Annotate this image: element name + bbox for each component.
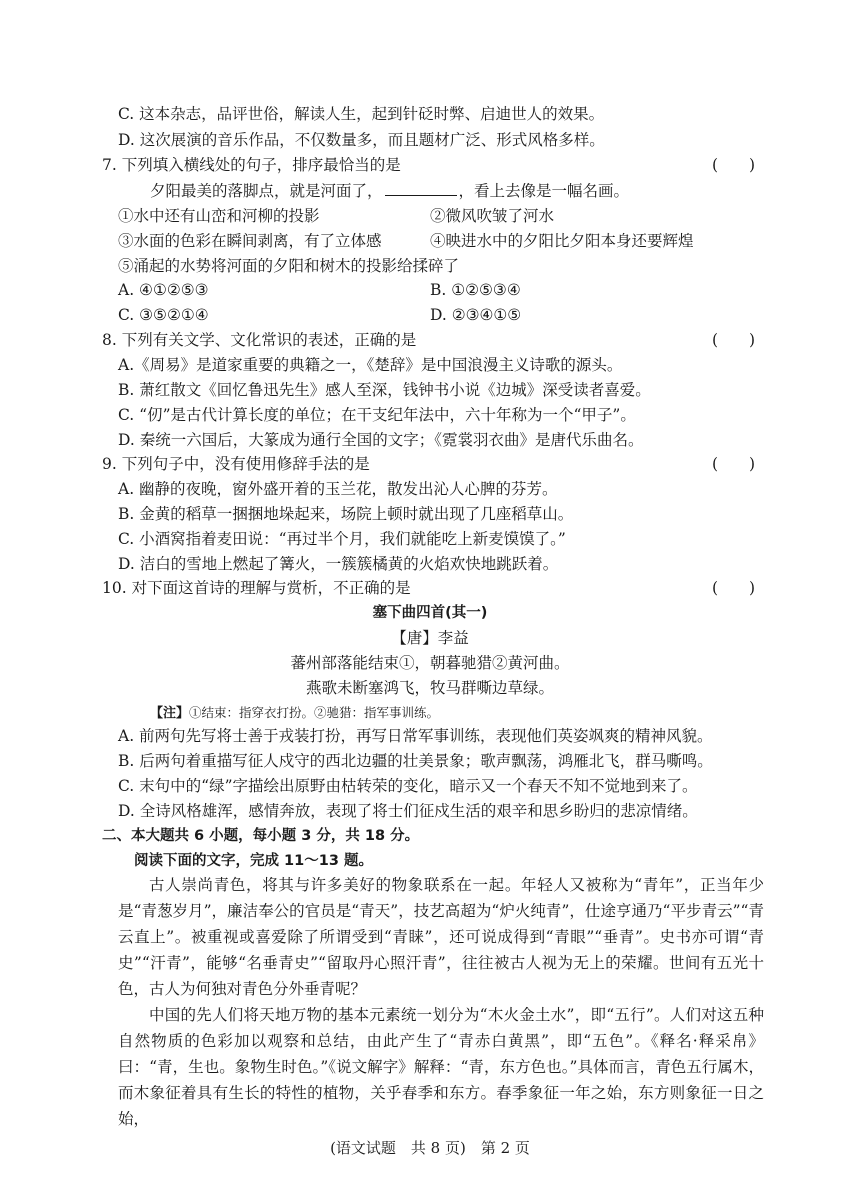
question-9-stem: 9. 下列句子中，没有使用修辞手法的是 — [102, 455, 370, 473]
q10-option-a: A. 前两句先写将士善于戎装打扮，再写日常军事训练，表现他们英姿飒爽的精神风貌。 — [118, 727, 713, 745]
answer-paren-9: ( ) — [712, 455, 756, 473]
passage-paragraph-2: 中国的先人们将天地万物的基本元素统一划分为“木火金土水”，即“五行”。人们对这五种自然物质的色彩加以观察和总结，由此产生了“青赤白黄黑”，即“五色”。《释名·释采帛》曰：“青，生也。象物生时色。”《说文解字》解释：“青，东方色也。”具体而言，青色五行属木，而木象征着具有生长的特性的植物，关乎春季和东方。春季象征一年之始，东方则象征一日之始， — [118, 1006, 764, 1128]
poem-title: 塞下曲四首(其一) — [372, 605, 488, 621]
q7-option-d: D. ②③④①⑤ — [430, 306, 522, 324]
poem-line-1: 蕃州部落能结束①，朝暮驰猎②黄河曲。 — [290, 654, 570, 672]
section-2-instruction: 阅读下面的文字，完成 11～13 题。 — [134, 853, 373, 869]
question-10-stem: 10. 对下面这首诗的理解与赏析，不正确的是 — [102, 579, 411, 597]
poem-line-2: 燕歌未断塞鸿飞，牧马群嘶边草绿。 — [305, 679, 554, 697]
answer-paren-7: ( ) — [712, 156, 756, 174]
option-d-line: D. 这次展演的音乐作品，不仅数量多，而且题材广泛、形式风格多样。 — [118, 131, 605, 149]
passage-paragraph-1: 古人崇尚青色，将其与许多美好的物象联系在一起。年轻人又被称为“青年”，正当年少是“青葱岁月”，廉洁奉公的官员是“青天”，技艺高超为“炉火纯青”，仕途亨通乃“平步青云”“青云直上”。被重视或喜爱除了所谓受到“青睐”，还可说成得到“青眼”“垂青”。史书亦可谓“青史”“汗青”，能够“名垂青史”“留取丹心照汗青”，往往被古人视为无上的荣耀。世间有五光十色，古人为何独对青色分外垂青呢？ — [118, 876, 764, 998]
question-8-stem: 8. 下列有关文学、文化常识的表述，正确的是 — [102, 331, 417, 349]
answer-paren-8: ( ) — [712, 331, 756, 349]
q7-item-4: ④映进水中的夕阳比夕阳本身还要辉煌 — [430, 232, 694, 250]
q10-option-d: D. 全诗风格雄浑，感情奔放，表现了将士们征戍生活的艰辛和思乡盼归的悲凉情绪。 — [118, 802, 698, 820]
q7-item-5: ⑤涌起的水势将河面的夕阳和树木的投影给揉碎了 — [118, 257, 460, 275]
q7-option-c: C. ③⑤②①④ — [118, 306, 209, 324]
option-c-line: C. 这本杂志，品评世俗，解读人生，起到针砭时弊、启迪世人的效果。 — [118, 105, 605, 123]
question-7-stem: 7. 下列填入横线处的句子，排序最恰当的是 — [102, 156, 401, 174]
question-7-sentence — [150, 181, 629, 201]
q9-option-b: B. 金黄的稻草一捆捆地垛起来，场院上顿时就出现了几座稻草山。 — [118, 505, 574, 523]
q9-option-d: D. 洁白的雪地上燃起了篝火，一簇簇橘黄的火焰欢快地跳跃着。 — [118, 555, 559, 573]
poem-note — [150, 702, 439, 724]
sentence-part-a: 夕阳最美的落脚点，就是河面了， — [150, 182, 383, 200]
q7-item-1: ①水中还有山峦和河柳的投影 — [118, 207, 320, 225]
q8-option-a: A.《周易》是道家重要的典籍之一，《楚辞》是中国浪漫主义诗歌的源头。 — [118, 356, 623, 374]
page-footer: (语文试题 共 8 页) 第 2 页 — [330, 1139, 530, 1157]
q10-option-b: B. 后两句着重描写征人戍守的西北边疆的壮美景象；歌声飘荡，鸿雁北飞，群马嘶鸣。 — [118, 752, 713, 770]
sentence-part-b: ，看上去像是一幅名画。 — [458, 182, 630, 200]
q7-option-a: A. ④①②⑤③ — [118, 281, 209, 299]
fill-blank — [385, 181, 457, 196]
poem-author: 【唐】李益 — [391, 629, 469, 647]
q8-option-d: D. 秦统一六国后，大篆成为通行全国的文字；《霓裳羽衣曲》是唐代乐曲名。 — [118, 431, 644, 449]
q10-option-c: C. 末句中的“绿”字描绘出原野由枯转荣的变化，暗示又一个春天不知不觉地到来了。 — [118, 777, 698, 795]
q9-option-a: A. 幽静的夜晚，窗外盛开着的玉兰花，散发出沁人心脾的芬芳。 — [118, 480, 558, 498]
q7-option-b: B. ①②⑤③④ — [430, 281, 521, 299]
q8-option-b: B. 萧红散文《回忆鲁迅先生》感人至深，钱钟书小说《边城》深受读者喜爱。 — [118, 381, 651, 399]
note-text: ①结束：指穿衣打扮。②驰猎：指军事训练。 — [189, 705, 440, 720]
answer-paren-10: ( ) — [712, 579, 756, 597]
q7-item-2: ②微风吹皱了河水 — [430, 207, 555, 225]
q7-item-3: ③水面的色彩在瞬间剥离，有了立体感 — [118, 232, 382, 250]
q9-option-c: C. 小酒窝指着麦田说：“再过半个月，我们就能吃上新麦馍馍了。” — [118, 530, 566, 548]
note-label: 【注】 — [150, 706, 190, 721]
section-2-heading: 二、本大题共 6 小题，每小题 3 分，共 18 分。 — [102, 828, 420, 844]
q8-option-c: C. “仞”是古代计算长度的单位；在干支纪年法中，六十年称为一个“甲子”。 — [118, 406, 636, 424]
